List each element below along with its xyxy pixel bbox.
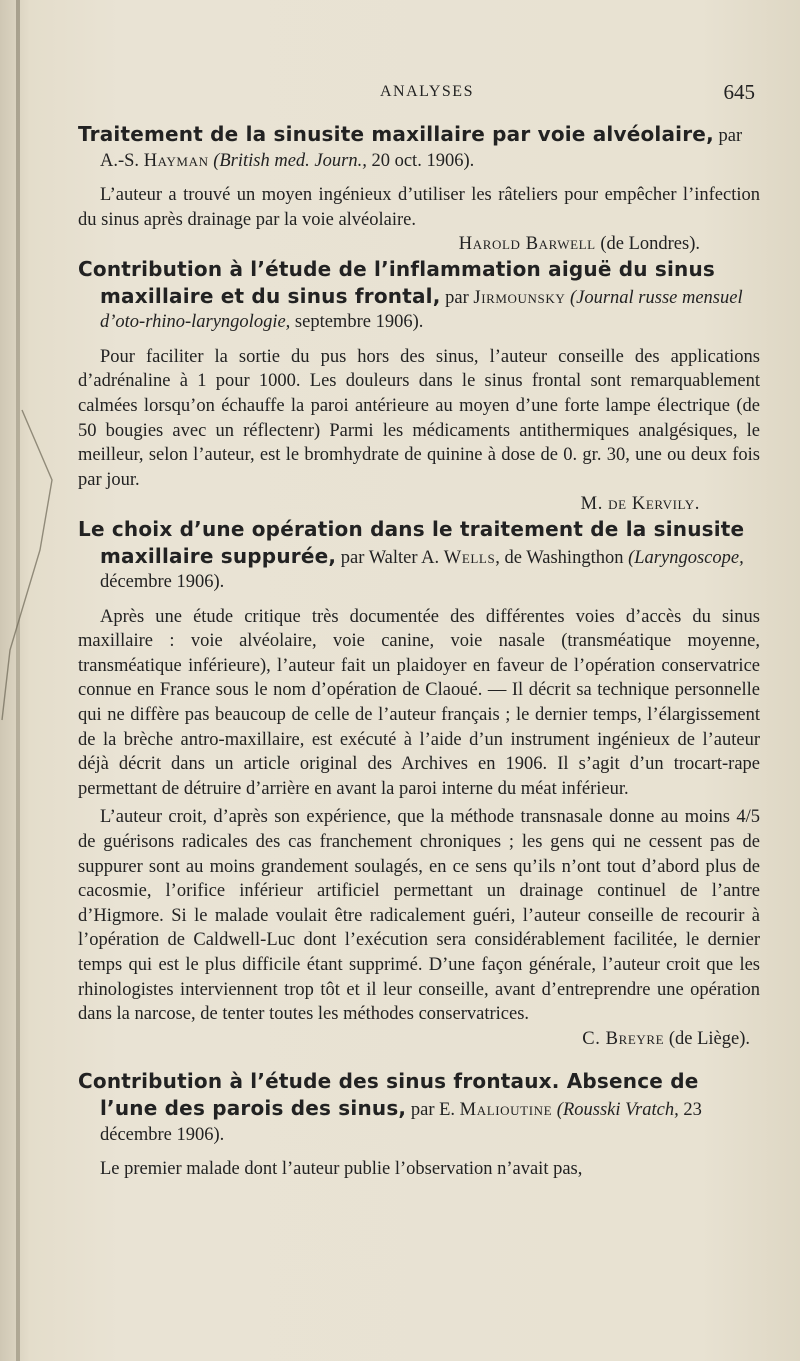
by-prefix: par A.-S. [100, 126, 743, 171]
reviewer-signature [78, 1027, 760, 1052]
entry-title: Contribution à l’étude de l’inflammation aiguë du sinus maxillaire et du sinus frontal, [78, 256, 716, 308]
review-entry [78, 122, 760, 257]
page-number: 645 [723, 80, 755, 104]
entry-heading [78, 517, 760, 595]
entry-author: Wells [443, 547, 496, 568]
entry-author-location: , de Washingthon [495, 547, 624, 568]
review-entry [78, 1069, 760, 1181]
entry-date: décembre 1906). [100, 572, 225, 593]
entry-author: Jirmounsky [473, 287, 566, 308]
running-title: ANALYSES [380, 83, 474, 100]
reviewer-signature [78, 492, 760, 517]
entry-paragraph: L’auteur croit, d’après son expérience, que la méthode transnasale donne au moins 4/5 de guérisons radicales des cas franchement chroniques ; les gens qui ne cessent pas de suppurer sont au moins grandement soulagés, en ce sens qu’ils n’ont tout d’abord plus de cacosmie, l’orifice inférieur artificiel permettant un drainage continuel de l’antre d’Higmore. Si le malade voulait être radicalement guéri, l’auteur conseille de recourir à l’opération de Caldwell-Luc dont l’exécution sera considérablement facilitée, le dernier temps qui est le plus difficile étant supprimé. D’une façon générale, l’auteur croit que les rhinologistes interviennent trop tôt et il leur conseille, avant d’entreprendre une opération dans la narcose, de tenter toutes les méthodes conservatrices. [78, 807, 760, 1025]
review-entry [78, 257, 760, 517]
entry-paragraph: Après une étude critique très documentée des différentes voies d’accès du sinus maxillaire : voie alvéolaire, voie canine, voie nasale (transméatique moyenne, transméatique inférieure), l’auteur fait un plaidoyer en faveur de l’opération conservatrice connue en France sous le nom d’opération de Claoué. — Il décrit sa technique personnelle qui ne diffère pas beaucoup de celle de l’auteur français ; le dernier temps, l’élargissement de la brèche antro-maxillaire, est exécuté à l’aide d’un instrument ingénieux de l’auteur déjà décrit dans un article original des Archives en 1906. Il s’agit d’un trocart-rape permettant de détruire d’arrière en avant la paroi interne du méat inférieur. [78, 606, 760, 799]
page-header [80, 80, 760, 110]
reviewer-name: C. Breyre [582, 1028, 665, 1049]
entry-title: Le choix d’une opération dans le traitement de la sinusite maxillaire suppurée, [78, 516, 745, 568]
entry-date: 23 décembre 1906). [100, 1099, 702, 1145]
entry-source: (Journal russe mensuel d’oto-rhino-laryngologie, [100, 287, 743, 333]
entry-author: Malioutine [459, 1099, 553, 1120]
entry-date: septembre 1906). [294, 312, 424, 333]
article-body [78, 122, 760, 1182]
entry-paragraph: Le premier malade dont l’auteur publie l’observation n’avait pas, [100, 1159, 583, 1180]
entry-title: Traitement de la sinusite maxillaire par voie alvéolaire, [78, 122, 714, 146]
entry-heading [78, 1069, 760, 1147]
reviewer-signature [78, 232, 760, 257]
entry-heading [78, 257, 760, 335]
margin-pencil-mark [0, 400, 56, 740]
by-prefix: par [445, 287, 469, 308]
review-entry [78, 517, 760, 1051]
entry-source: (British med. Journ., [213, 150, 367, 171]
reviewer-place: (de Liège). [668, 1028, 750, 1049]
reviewer-place: (de Londres). [600, 234, 700, 255]
entry-paragraph: L’auteur a trouvé un moyen ingénieux d’utiliser les râteliers pour empêcher l’infection du sinus après drainage par la voie alvéolaire. [78, 185, 760, 230]
by-prefix: par Walter A. [340, 547, 440, 568]
entry-title: Contribution à l’étude des sinus frontaux. Absence de l’une des parois des sinus, [78, 1069, 699, 1120]
entry-date: 20 oct. 1906). [371, 150, 475, 171]
by-prefix: par E. [410, 1099, 456, 1120]
entry-source: (Laryngoscope, [628, 547, 744, 568]
entry-source: (Rousski Vratch, [556, 1099, 679, 1120]
reviewer-name: Harold Barwell [458, 234, 596, 255]
entry-paragraph: Pour faciliter la sortie du pus hors des sinus, l’auteur conseille des applications d’adrénaline à 1 pour 1000. Les douleurs dans le sinus frontal sont remarquablement calmées lorsqu’on échauffe la paroi antérieure au moyen d’une forte lampe électrique (de 50 bougies avec un réflectenr) Parmi les médicaments antithermiques analgésiques, le meilleur, selon l’auteur, est le bromhydrate de quinine à dose de 0. gr. 30, une ou deux fois par jour. [78, 346, 760, 490]
entry-author: Hayman [143, 150, 209, 171]
entry-heading [78, 122, 760, 173]
reviewer-name: M. de Kervily. [580, 494, 700, 515]
